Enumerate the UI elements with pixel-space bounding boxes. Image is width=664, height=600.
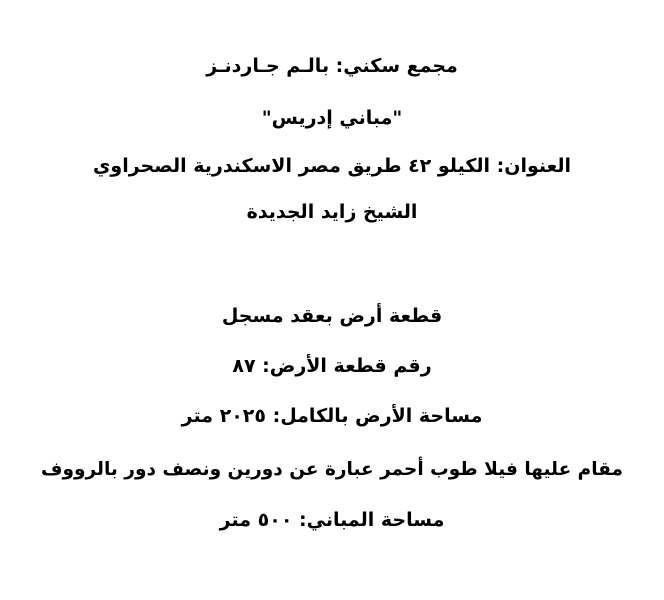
villa-description-line: مقام عليها فيلا طوب أحمر عبارة عن دورين ونصف دور بالرووف [41,459,623,480]
compound-name-line: مجمع سكني: بالـم جـاردنـز [206,55,458,77]
land-plot-line: قطعة أرض بعقد مسجل [221,305,443,327]
city-line: الشيخ زايد الجديدة [246,201,418,223]
building-area-line: مساحة المباني: ٥٠٠ متر [219,509,445,531]
land-area-line: مساحة الأرض بالكامل: ٢٠٢٥ متر [181,405,483,427]
plot-number-line: رقم قطعة الأرض: ٨٧ [232,355,432,377]
building-name-line: "مباني إدريس" [261,107,403,129]
address-line: العنوان: الكيلو ٤٢ طريق مصر الاسكندرية الصحراوي [93,155,571,177]
